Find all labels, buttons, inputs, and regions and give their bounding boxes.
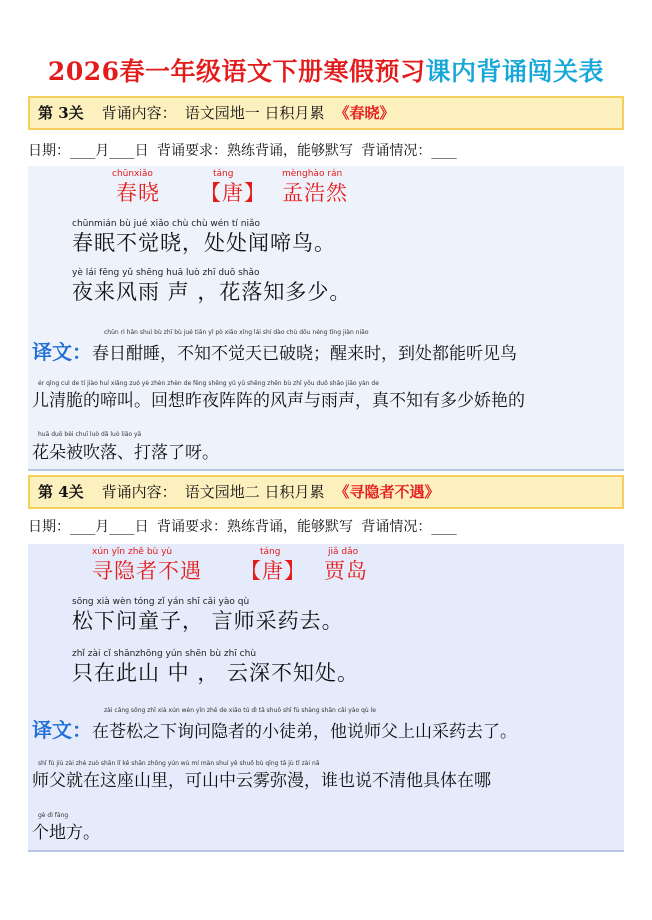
dynasty-pinyin: táng [213, 169, 234, 179]
translation-label: 译文： [32, 340, 92, 364]
poem-author: 孟浩然 [282, 181, 348, 205]
poem-reference: 《寻隐者不遇》 [334, 483, 440, 501]
line-pinyin: yè lái fēng yǔ shēng huā luò zhī duō shǎo [72, 268, 260, 278]
author-pinyin: jiǎ dǎo [328, 547, 359, 557]
title-part-2: 寒假预习 [323, 57, 426, 86]
translation-line: 师父就在这座山里，可山中云雾弥漫，谁也说不清他具体在哪 [32, 771, 491, 791]
level-label: 第 4关 [38, 483, 84, 501]
translation-line: 儿清脆的啼叫。回想昨夜阵阵的风声与雨声，真不知有多少娇艳的 [32, 391, 525, 411]
poem-line: 夜来风雨 声 ，花落知多少。 [72, 280, 352, 304]
translation-pinyin: gè dì fāng [38, 812, 69, 819]
translation-line: 译文：春日酣睡，不知不觉天已破晓；醒来时，到处都能听见鸟 [32, 340, 517, 364]
line-pinyin: chūnmián bù jué xiǎo chù chù wén tí niǎo [72, 219, 261, 229]
content-label: 背诵内容： [101, 483, 177, 501]
poem-author: 贾岛 [324, 559, 368, 583]
poem-dynasty: 【唐】 [240, 559, 306, 583]
poem-line: 松下问童子， 言师采药去。 [72, 609, 344, 633]
line-pinyin: sōng xià wèn tóng zǐ yán shī cǎi yào qù [72, 597, 250, 607]
unit-label: 语文园地一 日积月累 [184, 104, 325, 122]
level-4-header [28, 475, 624, 509]
author-pinyin: mènghào rán [282, 169, 343, 179]
translation-pinyin: huā duǒ bèi chuī luò dǎ luò liǎo yā [38, 431, 142, 438]
level-3-header [28, 96, 624, 130]
poem-reference: 《春晓》 [334, 104, 395, 122]
title-part-3: 课内背诵闯关表 [425, 57, 605, 86]
dynasty-pinyin: táng [260, 547, 281, 557]
translation-pinyin: chūn rì hān shuì bù zhī bù jué tiān yǐ pò xiǎo xǐng lái shí dào chù dōu néng tīng jiàn niǎo [104, 329, 369, 336]
line-pinyin: zhǐ zài cǐ shānzhōng yún shēn bù zhī chù [72, 649, 257, 659]
translation-label: 译文： [32, 718, 92, 742]
translation-line: 译文：在苍松之下询问隐者的小徒弟，他说师父上山采药去了。 [32, 718, 517, 742]
content-label: 背诵内容： [101, 104, 177, 122]
date-requirement-row: 日期：___月___日 背诵要求：熟练背诵，能够默写 背诵情况：___ [28, 143, 457, 159]
level-label: 第 3关 [38, 104, 84, 122]
poem-title: 春晓 [116, 181, 160, 205]
poem-panel-3 [28, 166, 624, 471]
title-year: 2026 [47, 57, 120, 86]
poem-dynasty: 【唐】 [200, 181, 266, 205]
title-part-1: 春一年级语文下册 [119, 57, 324, 86]
translation-line: 个地方。 [32, 823, 100, 843]
poem-title-pinyin: chūnxiǎo [112, 169, 153, 179]
poem-title-pinyin: xún yǐn zhě bù yù [92, 547, 173, 557]
poem-line: 春眠不觉晓，处处闻啼鸟。 [72, 231, 336, 255]
poem-title: 寻隐者不遇 [92, 559, 202, 583]
translation-pinyin: zài cāng sōng zhī xià xún wèn yǐn zhě de xiǎo tú dì tā shuō shī fù shàng shān cǎi yào qù le [104, 707, 376, 714]
page-title [0, 52, 652, 88]
translation-pinyin: shī fù jiù zài zhè zuò shān lǐ kě shān zhōng yún wù mí màn shuí yě shuō bù qīng tā jù tǐ zài nǎ [38, 760, 320, 767]
unit-label: 语文园地二 日积月累 [184, 483, 325, 501]
poem-panel-4 [28, 544, 624, 852]
translation-pinyin: ér qīng cuì de tí jiào huí xiǎng zuó yè zhèn zhèn de fēng shēng yǔ yǔ shēng zhēn bù zhī yǒu duō shǎo jiāo yàn de [38, 380, 379, 387]
translation-line: 花朵被吹落、打落了呀。 [32, 443, 219, 463]
poem-line: 只在此山 中 ， 云深不知处。 [72, 661, 360, 685]
date-requirement-row: 日期：___月___日 背诵要求：熟练背诵，能够默写 背诵情况：___ [28, 519, 457, 535]
